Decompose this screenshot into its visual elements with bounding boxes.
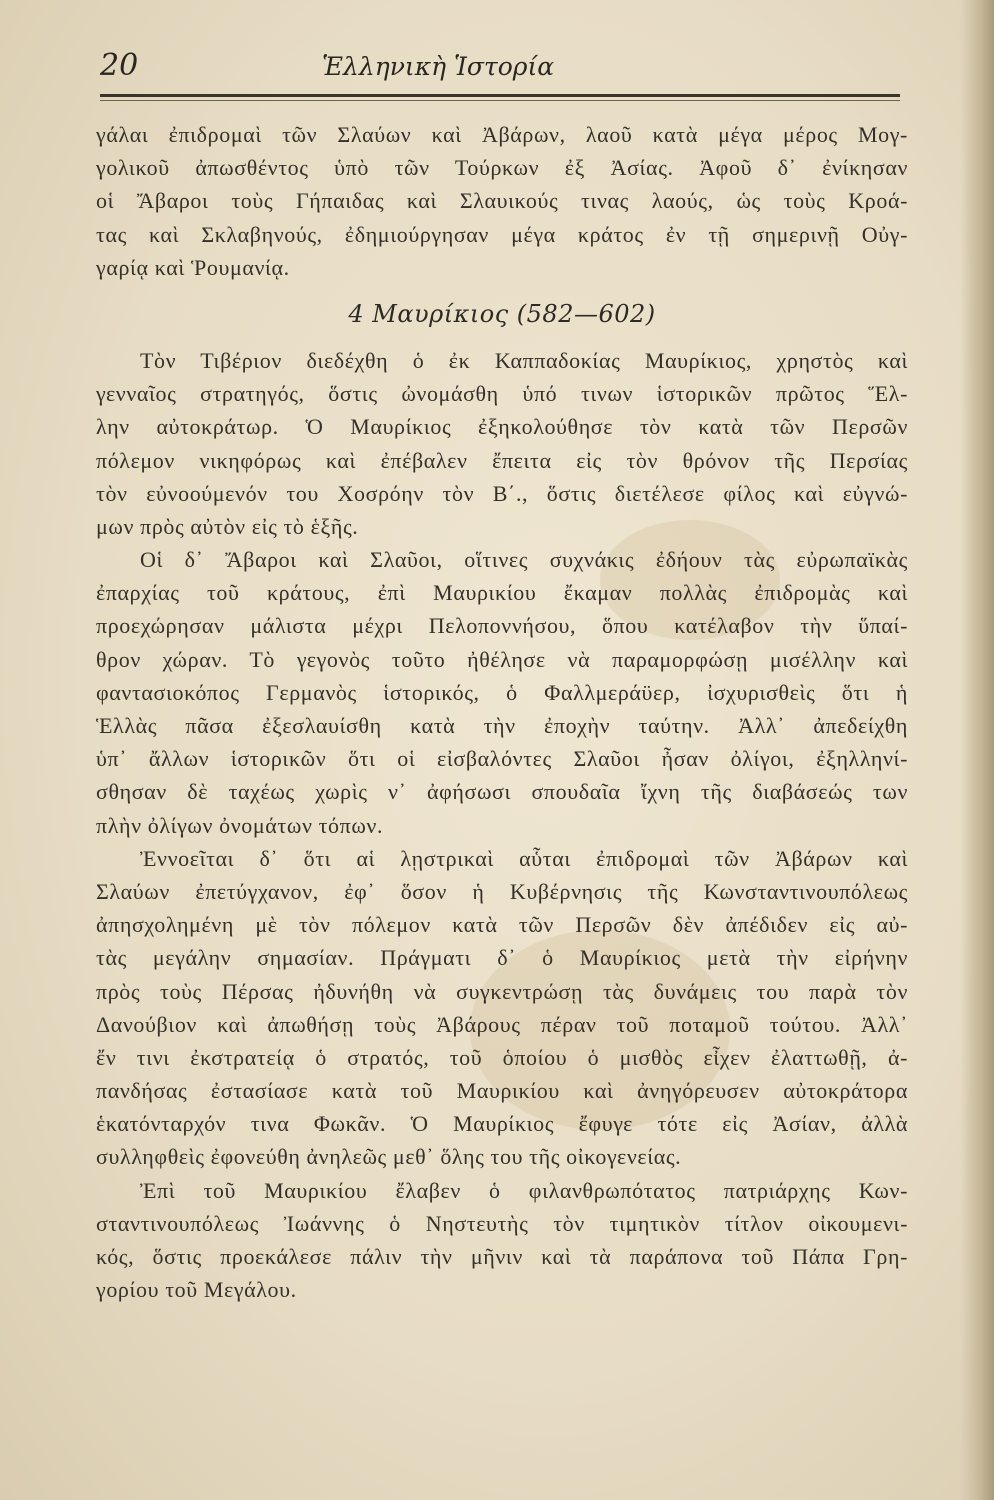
text-line: γολικοῦ ἀπωσθέντος ὑπὸ τῶν Τούρκων ἐξ Ἀσίας. Ἀφοῦ δ᾽ ἐνίκησαν xyxy=(96,155,908,181)
text-line: θρον χώραν. Τὸ γεγονὸς τοῦτο ἠθέλησε νὰ παραμορφώσῃ μισέλλην καὶ xyxy=(96,646,908,672)
text-line: Ἐπὶ τοῦ Μαυρικίου ἔλαβεν ὁ φιλανθρωπότατος πατριάρχης Κων- xyxy=(140,1177,908,1203)
text-line: γαρίᾳ καὶ Ῥουμανίᾳ. xyxy=(96,254,290,280)
text-line: Ἐννοεῖται δ᾽ ὅτι αἱ λῃστρικαὶ αὗται ἐπιδρομαὶ τῶν Ἀβάρων καὶ xyxy=(140,845,908,871)
paragraph xyxy=(96,842,908,1174)
text-line: πανδήσας ἐστασίασε κατὰ τοῦ Μαυρικίου καὶ ἀνηγόρευσεν αὐτοκράτορα xyxy=(96,1078,908,1104)
text-line: προεχώρησαν μάλιστα μέχρι Πελοποννήσου, ὅπου κατέλαβον τὴν ὕπαί- xyxy=(96,613,908,639)
text-line: ἑκατόνταρχόν τινα Φωκᾶν. Ὁ Μαυρίκιος ἔφυγε τότε εἰς Ἀσίαν, ἀλλὰ xyxy=(96,1111,908,1137)
text-line: σταντινουπόλεως Ἰωάννης ὁ Νηστευτὴς τὸν τιμητικὸν τίτλον οἰκουμενι- xyxy=(96,1210,908,1236)
text-line: ἀπησχολημένη μὲ τὸν πόλεμον κατὰ τῶν Περσῶν δὲν ἀπέδιδεν εἰς αὐ- xyxy=(96,912,908,938)
paragraph xyxy=(96,1174,908,1307)
text-line: ἔν τινι ἐκστρατείᾳ ὁ στρατός, τοῦ ὁποίου ὁ μισθὸς εἶχεν ἐλαττωθῇ, ἀ- xyxy=(96,1044,908,1070)
text-line: Ἑλλὰς πᾶσα ἐξεσλαυίσθη κατὰ τὴν ἐποχὴν ταύτην. Ἀλλ᾽ ἀπεδείχθη xyxy=(96,713,908,738)
text-line: τὸν εὐνοούμενόν του Χοσρόην τὸν Β΄., ὅστις διετέλεσε φίλος καὶ εὐγνώ- xyxy=(96,480,908,506)
page-header xyxy=(100,44,900,90)
text-line: μων πρὸς αὐτὸν εἰς τὸ ἑξῆς. xyxy=(96,513,359,539)
text-line: πρὸς τοὺς Πέρσας ἠδυνήθη νὰ συγκεντρώσῃ τὰς δυνάμεις του παρὰ τὸν xyxy=(96,978,908,1004)
text-line: φαντασιοκόπος Γερμανὸς ἱστορικός, ὁ Φαλλμεράϋερ, ἰσχυρισθεὶς ὅτι ἡ xyxy=(96,679,908,705)
text-line: ἐπαρχίας τοῦ κράτους, ἐπὶ Μαυρικίου ἔκαμαν πολλὰς ἐπιδρομὰς καὶ xyxy=(96,580,908,606)
paragraph xyxy=(96,118,908,284)
text-line: Σλαύων ἐπετύγχανον, ἐφ᾽ ὅσον ἡ Κυβέρνησις τῆς Κωνσταντινουπόλεως xyxy=(96,878,908,904)
body-text xyxy=(96,118,908,1306)
text-line: συλληφθεὶς ἐφονεύθη ἀνηλεῶς μεθ᾽ ὅλης του τῆς οἰκογενείας. xyxy=(96,1144,682,1170)
text-line: γενναῖος στρατηγός, ὅστις ὠνομάσθη ὑπό τινων ἱστορικῶν πρῶτος Ἕλ- xyxy=(96,381,908,407)
text-line: Τὸν Τιβέριον διεδέχθη ὁ ἐκ Καππαδοκίας Μαυρίκιος, χρηστὸς καὶ xyxy=(140,347,908,373)
paragraph xyxy=(96,543,908,842)
text-line: ὑπ᾽ ἄλλων ἱστορικῶν ὅτι οἱ εἰσβαλόντες Σλαῦοι ἦσαν ὀλίγοι, ἐξηλληνί- xyxy=(96,746,908,772)
text-line: Δανούβιον καὶ ἀπωθήσῃ τοὺς Ἀβάρους πέραν τοῦ ποταμοῦ τούτου. Ἀλλ᾽ xyxy=(96,1011,908,1037)
header-rule xyxy=(100,94,900,97)
section-heading: 4 Μαυρίκιος (582—602) xyxy=(348,299,656,328)
page-number: 20 xyxy=(100,48,139,83)
text-line: γάλαι ἐπιδρομαὶ τῶν Σλαύων καὶ Ἀβάρων, λαοῦ κατὰ μέγα μέρος Μογ- xyxy=(96,122,908,147)
text-line: πλὴν ὀλίγων ὀνομάτων τόπων. xyxy=(96,812,384,838)
text-line: τὰς μεγάλην σημασίαν. Πράγματι δ᾽ ὁ Μαυρίκιος μετὰ τὴν εἰρήνην xyxy=(96,945,908,971)
text-line: τας καὶ Σκλαβηνούς, ἐδημιούργησαν μέγα κράτος ἐν τῇ σημερινῇ Οὐγ- xyxy=(96,221,908,247)
text-line: πόλεμον νικηφόρως καὶ ἐπέβαλεν ἔπειτα εἰς τὸν θρόνον τῆς Περσίας xyxy=(96,447,908,473)
header-rule-thin xyxy=(100,100,900,101)
text-line: κός, ὅστις προεκάλεσε πάλιν τὴν μῆνιν καὶ τὰ παράπονα τοῦ Πάπα Γρη- xyxy=(96,1244,908,1269)
text-line: σθησαν δὲ ταχέως χωρὶς ν᾽ ἀφήσωσι σπουδαῖα ἴχνη τῆς διαβάσεώς των xyxy=(96,779,908,805)
page-binding-edge xyxy=(960,0,994,1500)
text-line: Οἱ δ᾽ Ἄβαροι καὶ Σλαῦοι, οἵτινες συχνάκις ἐδήουν τὰς εὐρωπαϊκὰς xyxy=(140,547,908,573)
text-line: γορίου τοῦ Μεγάλου. xyxy=(96,1277,297,1303)
running-title: Ἑλληνικὴ Ἱστορία xyxy=(322,52,555,81)
paragraph xyxy=(96,344,908,543)
text-line: λην αὐτοκράτωρ. Ὁ Μαυρίκιος ἐξηκολούθησε τὸν κατὰ τῶν Περσῶν xyxy=(96,414,908,440)
text-line: οἱ Ἄβαροι τοὺς Γήπαιδας καὶ Σλαυικούς τινας λαούς, ὡς τοὺς Κροά- xyxy=(96,188,908,214)
